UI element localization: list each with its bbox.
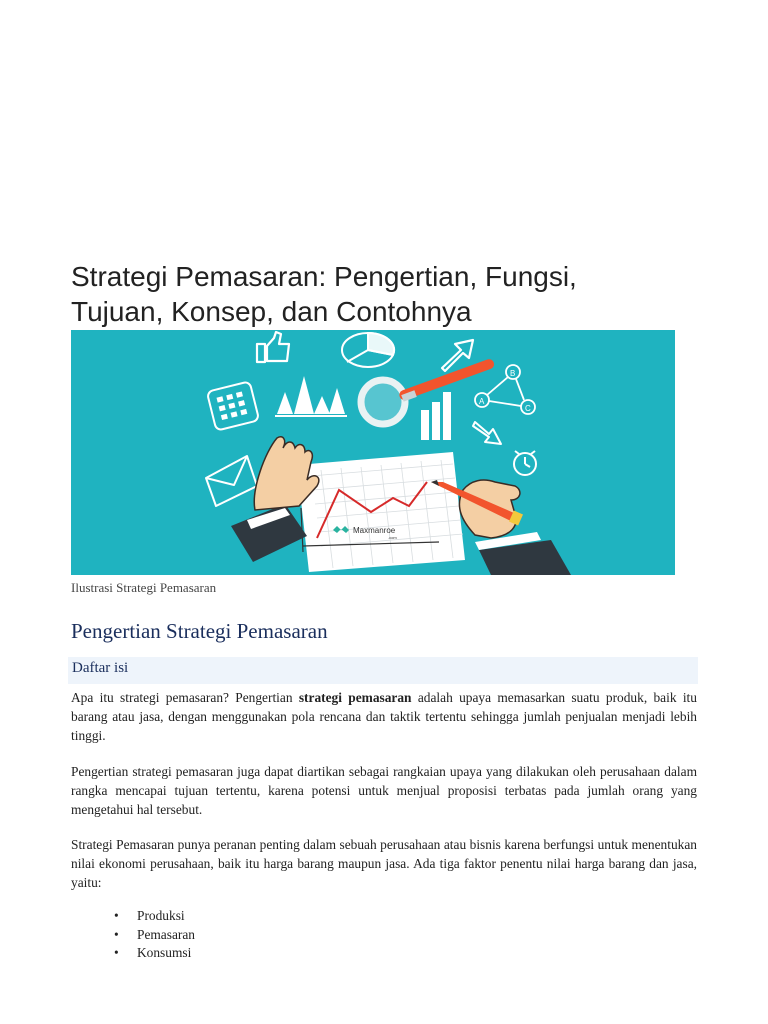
- list-item: • Pemasaran: [108, 926, 195, 945]
- price-factors-list: [108, 907, 195, 963]
- left-hand: [231, 437, 319, 562]
- svg-text:C: C: [525, 404, 531, 413]
- mountain-chart-icon: [275, 376, 347, 417]
- list-item: • Produksi: [108, 907, 195, 926]
- alarm-clock-icon: [514, 451, 536, 475]
- thumbs-up-icon: [257, 332, 289, 362]
- article-title-line-2: Tujuan, Konsep, dan Contohnya: [71, 296, 472, 327]
- logo-subtext: .com: [388, 535, 397, 540]
- arrow-up-icon: [442, 340, 473, 371]
- list-item: • Konsumsi: [108, 944, 195, 963]
- paragraph-definition: [71, 688, 697, 745]
- network-icon: [475, 365, 535, 414]
- pie-chart-icon: [342, 333, 394, 367]
- svg-text:A: A: [479, 397, 485, 406]
- paragraph-role: Strategi Pemasaran punya peranan penting dalam sebuah perusahaan atau bisnis karena berfungsi untuk menentukan nilai ekonomi perusahaan, baik itu harga barang maupun jasa. Ada tiga faktor penentu nilai harga barang dan jasa, yaitu:: [71, 837, 697, 890]
- image-caption: Ilustrasi Strategi Pemasaran: [71, 580, 217, 595]
- table-of-contents-toggle[interactable]: [68, 657, 698, 684]
- section-heading: Pengertian Strategi Pemasaran: [71, 619, 328, 643]
- paragraph-definition-rest: adalah upaya memasarkan suatu produk, baik itu barang atau jasa, dengan menggunakan pola rencana dan taktik tertentu sehingga jumlah penjualan menjadi lebih tinggi.: [71, 690, 697, 743]
- article-title-line-1: Strategi Pemasaran: Pengertian, Fungsi,: [71, 261, 577, 292]
- bar-chart-icon: [421, 392, 451, 440]
- paragraph-definition-intro: Apa itu strategi pemasaran? Pengertian: [71, 690, 299, 705]
- hero-illustration: [71, 330, 675, 575]
- toc-label: Daftar isi: [72, 660, 129, 676]
- calculator-icon: [207, 381, 259, 430]
- graph-paper: [297, 452, 465, 572]
- keyword-strategi-pemasaran: strategi pemasaran: [298, 690, 412, 705]
- article-title: [71, 259, 711, 329]
- paragraph-alternative-definition: Pengertian strategi pemasaran juga dapat diartikan sebagai rangkaian upaya yang dilakukan oleh perusahaan dalam rangka mencapai tujuan tertentu, karena potensi untuk menjual proposisi terbatas pada jumlah orang yang mengetahui hal tersebut.: [71, 764, 697, 817]
- envelope-icon: [206, 456, 257, 506]
- svg-text:B: B: [510, 369, 516, 378]
- logo-text: Maxmanroe: [353, 526, 396, 535]
- arrow-down-icon: [473, 422, 501, 444]
